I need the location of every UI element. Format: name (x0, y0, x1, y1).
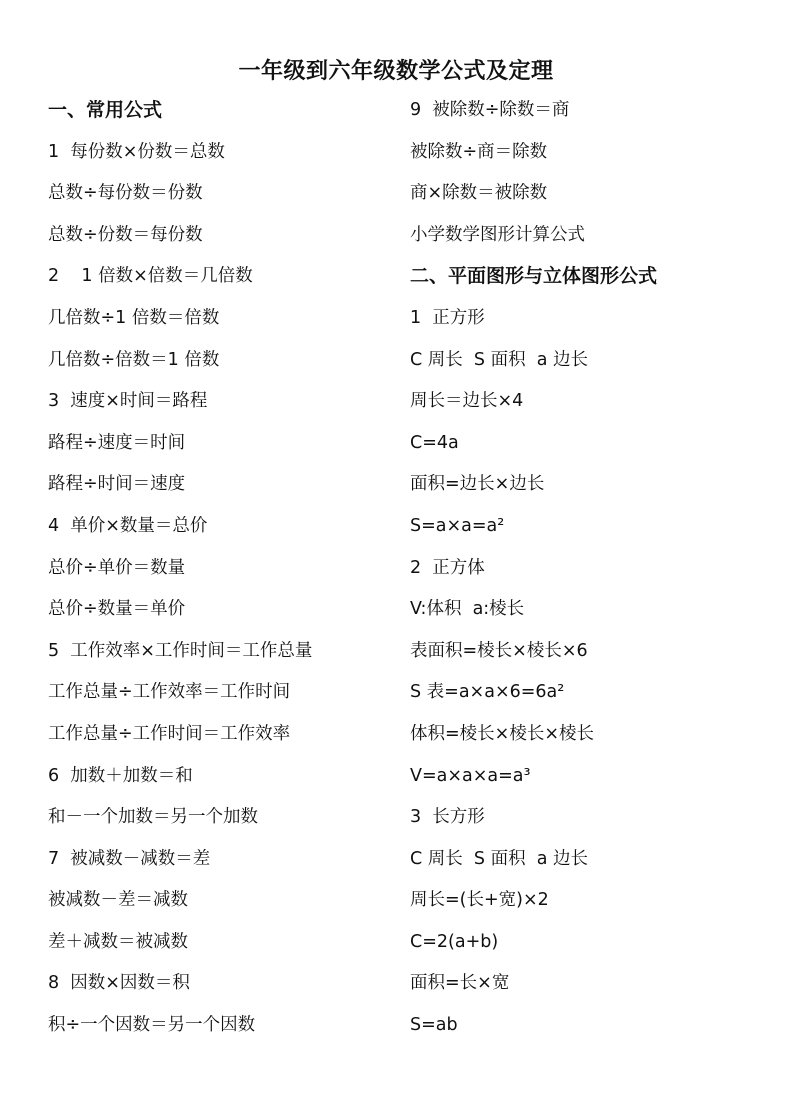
right-formula-line: V=a×a×a=a³ (410, 765, 531, 786)
left-formula-line: 总价÷数量＝单价 (48, 599, 186, 620)
right-formula-line: C=2(a+b) (410, 931, 499, 952)
right-formula-line: 2 正方体 (410, 557, 485, 578)
right-formula-line: S=ab (410, 1015, 458, 1036)
left-formula-line: 总价÷单价＝数量 (48, 557, 186, 578)
right-section-heading: 二、平面图形与立体图形公式 (410, 265, 658, 288)
right-formula-line: C=4a (410, 432, 459, 453)
right-formula-line: S=a×a=a² (410, 515, 505, 536)
left-formula-line: 几倍数÷倍数＝1 倍数 (48, 349, 220, 370)
right-formula-line: 3 长方形 (410, 807, 485, 828)
left-formula-line: 几倍数÷1 倍数＝倍数 (48, 307, 220, 328)
left-formula-line: 6 加数＋加数＝和 (48, 765, 193, 786)
left-formula-line: 3 速度×时间＝路程 (48, 391, 208, 412)
left-formula-line: 7 被减数－减数＝差 (48, 848, 211, 869)
right-formula-line: 周长＝边长×4 (410, 391, 524, 412)
right-formula-line: 体积=棱长×棱长×棱长 (410, 723, 594, 744)
left-section-heading: 一、常用公式 (48, 99, 163, 121)
left-formula-line: 4 单价×数量＝总价 (48, 515, 208, 536)
right-column (410, 96, 770, 1053)
left-formula-line: 被减数－差＝减数 (48, 890, 188, 911)
left-formula-line: 工作总量÷工作效率＝工作时间 (48, 682, 291, 703)
right-formula-line: S 表=a×a×6=6a² (410, 682, 565, 703)
left-column (48, 96, 388, 1053)
left-formula-line: 工作总量÷工作时间＝工作效率 (48, 723, 291, 744)
right-formula-line: 9 被除数÷除数＝商 (410, 100, 570, 120)
left-formula-line: 和－一个加数＝另一个加数 (48, 807, 258, 828)
right-formula-line: 表面积=棱长×棱长×6 (410, 640, 588, 661)
right-formula-line: 面积=长×宽 (410, 973, 510, 994)
left-formula-line: 路程÷速度＝时间 (48, 432, 186, 453)
page-title: 一年级到六年级数学公式及定理 (238, 58, 554, 84)
left-formula-line: 8 因数×因数＝积 (48, 973, 190, 994)
right-formula-line: 面积=边长×边长 (410, 474, 545, 495)
left-formula-line: 路程÷时间＝速度 (48, 474, 186, 495)
right-formula-line: 周长=(长+宽)×2 (410, 890, 549, 911)
right-formula-line: 商×除数＝被除数 (410, 183, 548, 204)
left-formula-line: 5 工作效率×工作时间＝工作总量 (48, 640, 313, 661)
right-formula-line: 1 正方形 (410, 307, 485, 328)
right-formula-line: 被除数÷商＝除数 (410, 141, 548, 162)
right-formula-line: C 周长 S 面积 a 边长 (410, 848, 588, 869)
right-formula-line: C 周长 S 面积 a 边长 (410, 349, 588, 370)
left-formula-line: 2 1 倍数×倍数＝几倍数 (48, 266, 253, 287)
right-formula-line: V:体积 a:棱长 (410, 599, 525, 620)
left-formula-line: 总数÷份数＝每份数 (48, 224, 203, 245)
right-formula-line: 小学数学图形计算公式 (410, 224, 585, 245)
left-formula-line: 积÷一个因数＝另一个因数 (48, 1015, 256, 1036)
left-formula-line: 总数÷每份数＝份数 (48, 183, 203, 204)
left-formula-line: 1 每份数×份数＝总数 (48, 141, 225, 162)
left-formula-line: 差＋减数＝被减数 (48, 931, 188, 952)
